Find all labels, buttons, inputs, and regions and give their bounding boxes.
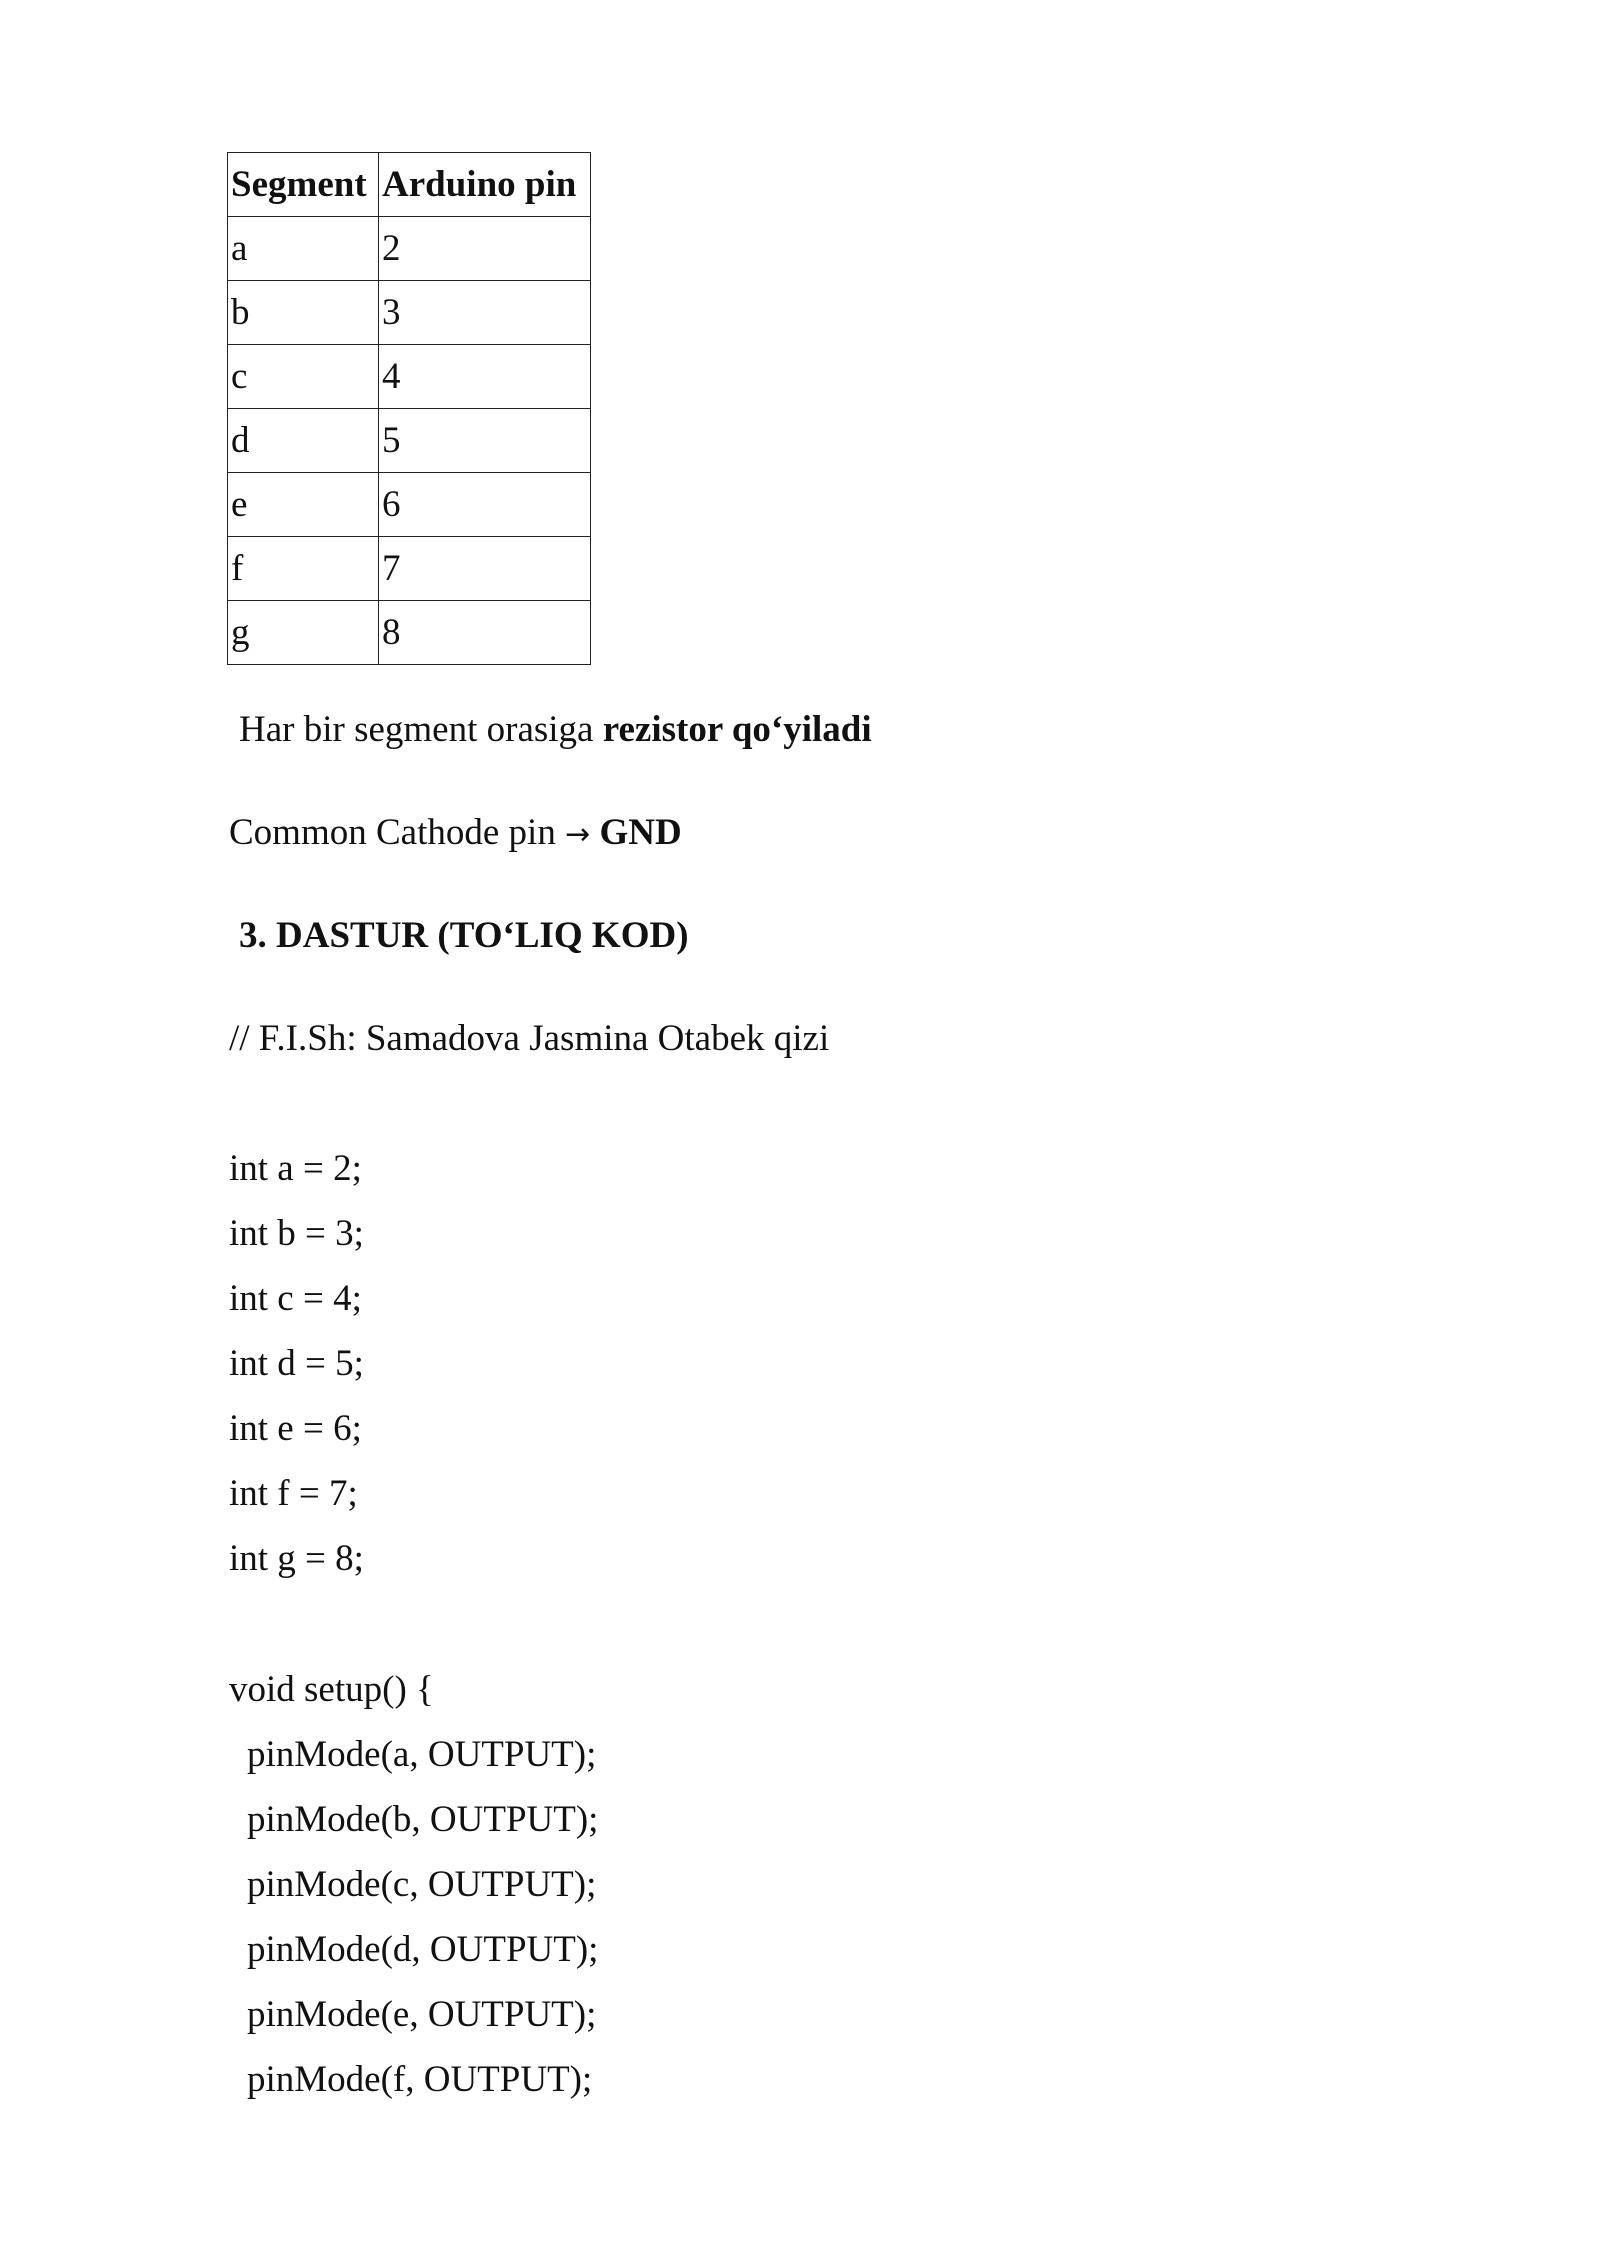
cathode-note-bold: GND	[599, 812, 682, 853]
segment-cell: c	[228, 345, 379, 409]
table-row	[228, 217, 591, 281]
resistor-note-text: Har bir segment orasiga	[239, 709, 603, 750]
segment-cell: g	[228, 601, 379, 665]
segment-cell: e	[228, 473, 379, 537]
code-line: int e = 6;	[229, 1408, 362, 1449]
right-arrow-icon: →	[565, 817, 591, 852]
section-heading-text: 3. DASTUR (TO‘LIQ KOD)	[239, 915, 689, 956]
table-row	[228, 601, 591, 665]
segment-cell: f	[228, 537, 379, 601]
code-line: int c = 4;	[229, 1278, 362, 1319]
table-header-row	[228, 153, 591, 217]
segment-cell: a	[228, 217, 379, 281]
section-heading	[239, 917, 689, 954]
code-line: int a = 2;	[229, 1148, 362, 1189]
code-line: pinMode(c, OUTPUT);	[247, 1864, 597, 1905]
table-row	[228, 537, 591, 601]
code-line: int b = 3;	[229, 1213, 364, 1254]
pin-cell: 7	[379, 537, 591, 601]
code-line: pinMode(a, OUTPUT);	[247, 1734, 597, 1775]
segment-cell: d	[228, 409, 379, 473]
header-arduino-pin: Arduino pin	[379, 153, 591, 217]
segment-cell: b	[228, 281, 379, 345]
table-row	[228, 409, 591, 473]
code-line: int d = 5;	[229, 1343, 364, 1384]
code-line: int g = 8;	[229, 1538, 364, 1579]
header-segment: Segment	[228, 153, 379, 217]
code-line: pinMode(b, OUTPUT);	[247, 1799, 599, 1840]
code-line: pinMode(e, OUTPUT);	[247, 1994, 597, 2035]
code-line: int f = 7;	[229, 1473, 358, 1514]
code-line: pinMode(d, OUTPUT);	[247, 1929, 599, 1970]
cathode-note-text: Common Cathode pin	[229, 812, 566, 853]
table-row	[228, 345, 591, 409]
table-row	[228, 473, 591, 537]
pin-cell: 6	[379, 473, 591, 537]
author-comment: // F.I.Sh: Samadova Jasmina Otabek qizi	[229, 1018, 830, 1059]
resistor-note	[239, 711, 872, 748]
table-row	[228, 281, 591, 345]
code-line: pinMode(f, OUTPUT);	[247, 2059, 593, 2100]
pin-cell: 4	[379, 345, 591, 409]
pin-cell: 3	[379, 281, 591, 345]
cathode-note	[229, 814, 682, 851]
pin-cell: 2	[379, 217, 591, 281]
resistor-note-bold: rezistor qo‘yiladi	[602, 709, 872, 750]
pin-cell: 5	[379, 409, 591, 473]
code-line: void setup() {	[229, 1669, 434, 1710]
segment-pin-table	[227, 152, 591, 665]
pin-cell: 8	[379, 601, 591, 665]
